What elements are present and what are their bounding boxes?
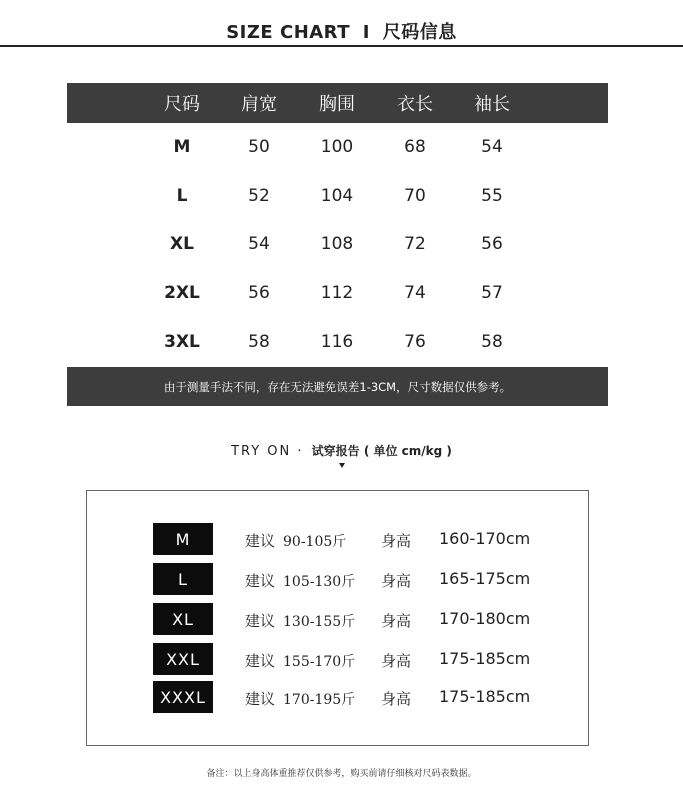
title-en: SIZE CHART [226, 22, 351, 43]
header-size: 尺码 [164, 94, 200, 115]
cell-shoulder: 56 [248, 283, 270, 304]
cell-size: M [173, 137, 191, 158]
size-badge: M [153, 523, 213, 555]
cell-chest: 108 [320, 234, 354, 255]
cell-chest: 104 [320, 185, 354, 206]
weight-range: 130-155斤 [283, 614, 356, 630]
height-range: 165-175cm [439, 569, 531, 588]
cell-size: XL [170, 234, 194, 255]
height-range: 175-185cm [439, 687, 531, 706]
tryon-row [87, 523, 588, 555]
header-chest: 胸围 [319, 94, 355, 115]
suggest-label: 建议 [245, 652, 276, 670]
height-label: 身高 [381, 572, 412, 590]
title-cn: 尺码信息 [382, 22, 457, 43]
cell-size: L [176, 185, 188, 206]
header-sleeve: 袖长 [474, 94, 510, 115]
cell-shoulder: 54 [248, 234, 270, 255]
cell-sleeve: 57 [481, 283, 503, 304]
cell-chest: 112 [320, 283, 354, 304]
cell-shoulder: 50 [248, 137, 270, 158]
suggest-label: 建议 [245, 612, 276, 630]
suggest-label: 建议 [245, 690, 276, 708]
footer-note: 备注：以上身高体重推荐仅供参考，购买前请仔细核对尺码表数据。 [206, 769, 477, 779]
height-label: 身高 [381, 532, 412, 550]
cell-sleeve: 54 [481, 137, 503, 158]
header-shoulder: 肩宽 [241, 94, 277, 115]
weight-suggestion [245, 530, 346, 551]
weight-suggestion [245, 688, 355, 709]
weight-suggestion [245, 610, 355, 631]
down-arrow-icon [339, 463, 345, 468]
tryon-title [0, 442, 683, 459]
table-row [67, 220, 608, 269]
cell-sleeve: 56 [481, 234, 503, 255]
tryon-row [87, 603, 588, 635]
cell-chest: 116 [320, 331, 354, 352]
table-row [67, 172, 608, 221]
height-range: 170-180cm [439, 609, 531, 628]
page-title [0, 18, 683, 44]
weight-range: 170-195斤 [283, 692, 356, 708]
title-divider [0, 45, 683, 47]
cell-chest: 100 [320, 137, 354, 158]
weight-suggestion [245, 650, 355, 671]
cell-length: 76 [404, 331, 426, 352]
cell-length: 68 [404, 137, 426, 158]
weight-suggestion [245, 570, 355, 591]
weight-range: 90-105斤 [283, 534, 347, 550]
weight-range: 105-130斤 [283, 574, 356, 590]
height-label: 身高 [381, 612, 412, 630]
cell-length: 72 [404, 234, 426, 255]
size-table-header [67, 83, 608, 123]
title-separator: I [362, 22, 370, 43]
cell-size: 2XL [164, 283, 200, 304]
height-label: 身高 [381, 652, 412, 670]
tryon-row [87, 643, 588, 675]
header-length: 衣长 [397, 94, 433, 115]
size-chart-table [67, 83, 608, 366]
cell-shoulder: 52 [248, 185, 270, 206]
tryon-report-box [86, 490, 589, 746]
cell-shoulder: 58 [248, 331, 270, 352]
size-badge: L [153, 563, 213, 595]
measurement-note: 由于测量手法不同，存在无法避免误差1-3CM，尺寸数据仅供参考。 [67, 367, 608, 406]
tryon-title-en: TRY ON · [231, 444, 304, 459]
cell-length: 74 [404, 283, 426, 304]
table-row [67, 123, 608, 172]
size-badge: XXL [153, 643, 213, 675]
table-row [67, 269, 608, 318]
cell-sleeve: 55 [481, 185, 503, 206]
size-badge: XL [153, 603, 213, 635]
suggest-label: 建议 [245, 532, 276, 550]
cell-length: 70 [404, 185, 426, 206]
weight-range: 155-170斤 [283, 654, 356, 670]
table-row [67, 317, 608, 366]
cell-size: 3XL [164, 331, 200, 352]
cell-sleeve: 58 [481, 331, 503, 352]
height-range: 160-170cm [439, 529, 531, 548]
tryon-row [87, 563, 588, 595]
tryon-title-cn: 试穿报告 ( 单位 cm/kg ) [311, 444, 452, 458]
height-label: 身高 [381, 690, 412, 708]
suggest-label: 建议 [245, 572, 276, 590]
tryon-row [87, 681, 588, 713]
height-range: 175-185cm [439, 649, 531, 668]
size-badge: XXXL [153, 681, 213, 713]
